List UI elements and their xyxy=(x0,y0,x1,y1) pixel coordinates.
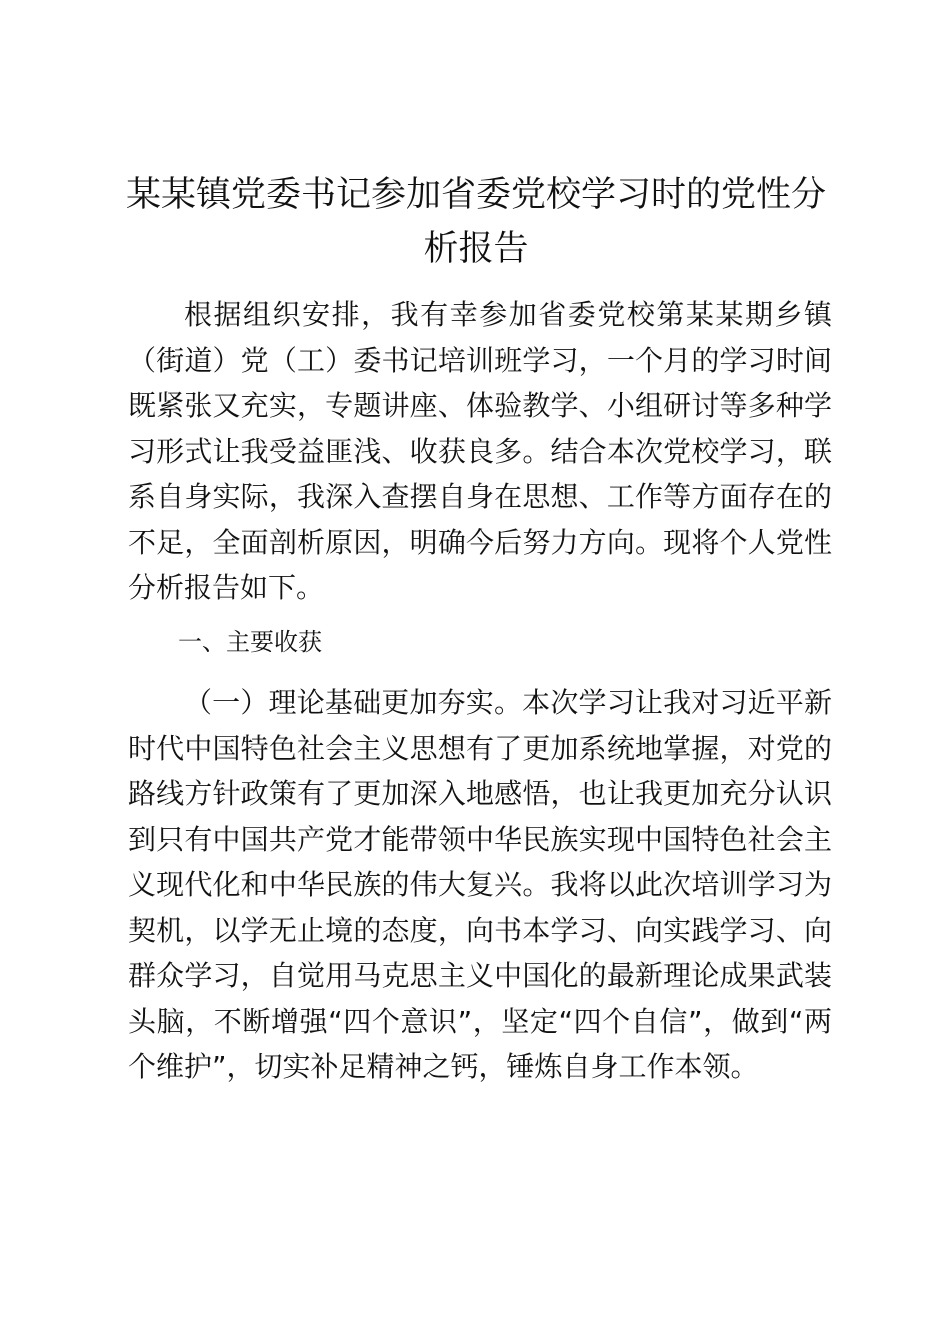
intro-paragraph: 根据组织安排，我有幸参加省委党校第某某期乡镇（街道）党（工）委书记培训班学习，一个月的学习时间既紧张又充实，专题讲座、体验教学、小组研讨等多种学习形式让我受益匪浅、收获良多。结合本次党校学习，联系自身实际，我深入查摆自身在思想、工作等方面存在的不足，全面剖析原因，明确今后努力方向。现将个人党性分析报告如下。 xyxy=(128,298,832,604)
document-title: 某某镇党委书记参加省委党校学习时的党性分析报告 xyxy=(125,175,826,269)
section-paragraph: （一）理论基础更加夯实。本次学习让我对习近平新时代中国特色社会主义思想有了更加系统地掌握，对党的路线方针政策有了更加深入地感悟，也让我更加充分认识到只有中国共产党才能带领中华民族实现中国特色社会主义现代化和中华民族的伟大复兴。我将以此次培训学习为契机，以学无止境的态度，向书本学习、向实践学习、向群众学习，自觉用马克思主义中国化的最新理论成果武装头脑，不断增强“四个意识”，坚定“四个自信”，做到“两个维护”，切实补足精神之钙，锤炼自身工作本领。 xyxy=(128,686,832,1083)
section-heading: 一、主要收获 xyxy=(178,628,322,656)
